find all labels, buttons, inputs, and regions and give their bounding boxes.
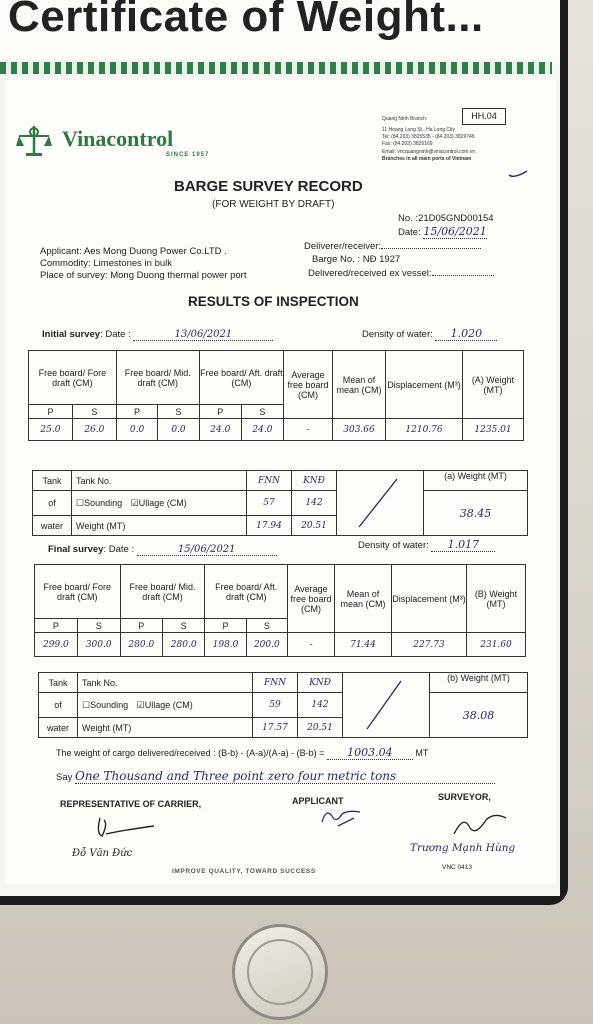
tank-name: FNN <box>247 471 292 491</box>
table-header: P <box>35 619 78 633</box>
certificate-sheet <box>6 80 556 884</box>
ullage-checkbox-icon: ☑ <box>130 497 139 508</box>
table-cell: 71.44 <box>335 633 392 657</box>
table-cell: 231.60 <box>467 633 526 657</box>
weight-value: 17.94 <box>247 516 292 536</box>
water-label: water <box>33 516 72 536</box>
measure-type: ☐Sounding ☑Ullage (CM) <box>78 693 253 718</box>
applicant-label: APPLICANT <box>292 796 344 806</box>
initial-survey-line: Initial survey: Date : 13/06/2021 <box>42 329 273 341</box>
table-cell: 280.0 <box>162 633 204 657</box>
final-survey-line: Final survey: Date : 15/06/2021 <box>48 544 277 556</box>
of-label: of <box>33 491 72 516</box>
place-value: Mong Duong thermal power port <box>110 270 247 281</box>
table-header: P <box>29 405 73 419</box>
tank-no-label: Tank No. <box>78 673 253 693</box>
table-cell: - <box>284 419 333 441</box>
form-code-box: HH.04 <box>462 108 506 125</box>
table-cell: 1210.76 <box>386 419 463 441</box>
table-row <box>29 419 524 441</box>
table-cell: 1235.01 <box>463 419 524 441</box>
final-tank-table <box>38 672 528 738</box>
ex-vessel-line: Delivered/received ex vessel: <box>308 268 494 279</box>
table-header: S <box>162 619 204 633</box>
ullage-value: 142 <box>298 693 343 718</box>
weight-total: 38.45 <box>424 491 528 536</box>
table-header: Mean of mean (CM) <box>335 565 392 633</box>
commodity-value: Limestones in bulk <box>93 258 173 269</box>
table-header: P <box>120 619 162 633</box>
surveyor-code: VNC 0413 <box>442 864 472 871</box>
say-line: Say One Thousand and Three point zero four metric tons <box>56 769 495 784</box>
branch-ports: Branches in all main ports of Vietnam <box>382 155 472 162</box>
table-cell: 0.0 <box>158 419 199 441</box>
record-number-value: 21D05GND00154 <box>418 213 494 224</box>
table-cell: 227.73 <box>392 633 467 657</box>
table-cell: 24.0 <box>241 419 283 441</box>
document-heading: Certificate of Weight... <box>8 0 484 41</box>
initial-density-line: Density of water: 1.020 <box>362 327 497 341</box>
table-header: S <box>246 619 287 633</box>
branch-tel: Tel: (84.203) 3825535 - (84.203) 3829749 <box>382 134 475 141</box>
tank-no-label: Tank No. <box>72 471 247 491</box>
branch-contact <box>382 127 557 163</box>
applicant-value: Aes Mong Duong Power Co.LTD . <box>83 246 227 257</box>
of-label: of <box>39 693 78 718</box>
record-title: BARGE SURVEY RECORD <box>174 178 363 195</box>
table-header: S <box>77 619 120 633</box>
strike-line-icon <box>343 673 429 735</box>
strike-line-icon <box>337 471 423 533</box>
tank-name: FNN <box>253 673 298 693</box>
final-date-value: 15/06/2021 <box>137 544 277 556</box>
say-value: One Thousand and Three point zero four metric tons <box>75 769 495 784</box>
weight-value: 20.51 <box>298 718 343 738</box>
barge-line: Barge No. : NĐ 1927 <box>312 254 401 265</box>
table-header: S <box>158 405 199 419</box>
barge-value: NĐ 1927 <box>362 254 401 265</box>
table-header: Average free board (CM) <box>284 351 333 419</box>
check-mark-icon <box>508 170 528 178</box>
measure-type: ☐Sounding ☑Ullage (CM) <box>72 491 247 516</box>
sounding-checkbox-icon: ☐ <box>82 699 91 710</box>
table-header: P <box>205 619 246 633</box>
tank-label: Tank <box>33 471 72 491</box>
weight-value: 17.57 <box>253 718 298 738</box>
weight-value: 20.51 <box>292 516 337 536</box>
table-header: Displacement (M³) <box>386 351 463 419</box>
initial-density-value: 1.020 <box>435 327 497 341</box>
weight-title: (a) Weight (MT) <box>424 471 528 491</box>
tank-name: KNĐ <box>292 471 337 491</box>
carrier-name: Đỗ Văn Đức <box>72 848 133 859</box>
table-cell: 280.0 <box>120 633 162 657</box>
weight-total: 38.08 <box>430 693 528 738</box>
table-header: Average free board (CM) <box>288 565 335 633</box>
branch-fax: Fax: (84.203) 3826169 <box>382 141 433 148</box>
branch-label: Quang Ninh Branch: <box>382 116 428 122</box>
weight-label: Weight (MT) <box>78 718 253 738</box>
ullage-checkbox-icon: ☑ <box>136 699 145 710</box>
home-button-ring <box>247 939 313 1005</box>
initial-draft-table <box>28 350 524 441</box>
table-cell: 26.0 <box>72 419 116 441</box>
ullage-value: 142 <box>292 491 337 516</box>
table-header: S <box>241 405 283 419</box>
ullage-value: 59 <box>253 693 298 718</box>
deliverer-line: Deliverer/receiver: <box>304 241 481 252</box>
results-title: RESULTS OF INSPECTION <box>188 294 359 309</box>
vinacontrol-logo <box>16 122 221 162</box>
delivered-line: The weight of cargo delivered/received : (B-b) - (A-a)/(A-a) - (B-b) = 1003.04 MT <box>56 746 429 759</box>
surveyor-label: SURVEYOR, <box>438 792 491 802</box>
decorative-band <box>0 62 552 74</box>
weight-label: Weight (MT) <box>72 516 247 536</box>
branch-email: Email: vncquangninh@vinacontrol.com.vn <box>382 148 476 155</box>
table-header: Free board/ Aft. draft (CM) <box>205 565 288 619</box>
table-header: (B) Weight (MT) <box>467 565 526 633</box>
record-subtitle: (FOR WEIGHT BY DRAFT) <box>212 199 335 210</box>
table-header: Free board/ Aft. draft (CM) <box>199 351 283 405</box>
surveyor-name: Trương Mạnh Hùng <box>410 842 516 854</box>
table-cell: 24.0 <box>199 419 241 441</box>
table-cell: 25.0 <box>29 419 73 441</box>
scale-icon <box>16 122 52 158</box>
water-label: water <box>39 718 78 738</box>
applicant-signature-icon <box>318 806 364 828</box>
table-header: Free board/ Fore draft (CM) <box>29 351 117 405</box>
place-line: Place of survey: Mong Duong thermal power port <box>40 270 247 281</box>
carrier-label: REPRESENTATIVE OF CARRIER, <box>60 799 202 809</box>
logo-wordmark: Vinacontrol <box>62 126 174 151</box>
initial-date-value: 13/06/2021 <box>133 329 273 341</box>
logo-since: SINCE 1957 <box>166 152 210 158</box>
delivered-value: 1003.04 <box>327 746 413 760</box>
applicant-line: Applicant: Aes Mong Duong Power Co.LTD . <box>40 246 227 257</box>
tank-label: Tank <box>39 673 78 693</box>
table-cell: 303.66 <box>333 419 386 441</box>
weight-title: (b) Weight (MT) <box>430 673 528 693</box>
table-cell: 198.0 <box>205 633 246 657</box>
table-header: P <box>116 405 157 419</box>
home-button[interactable] <box>232 924 328 1020</box>
final-draft-table <box>34 564 526 657</box>
branch-address: 11 Hoang Long St., Ha Long City <box>382 127 456 133</box>
table-header: P <box>199 405 241 419</box>
record-date: Date: 15/06/2021 <box>398 225 487 238</box>
table-header: S <box>72 405 116 419</box>
slogan-footer: IMPROVE QUALITY, TOWARD SUCCESS <box>172 868 316 875</box>
table-header: Mean of mean (CM) <box>333 351 386 419</box>
commodity-line: Commodity: Limestones in bulk <box>40 258 173 269</box>
table-cell: 0.0 <box>116 419 157 441</box>
table-header: Free board/ Mid. draft (CM) <box>116 351 199 405</box>
final-density-line: Density of water: 1.017 <box>358 538 495 552</box>
record-number: No. :21D05GND00154 <box>398 213 494 224</box>
table-row <box>35 633 526 657</box>
carrier-signature-icon <box>94 814 174 842</box>
table-cell: 299.0 <box>35 633 78 657</box>
surveyor-signature-icon <box>450 810 510 838</box>
sounding-checkbox-icon: ☐ <box>76 497 85 508</box>
final-density-value: 1.017 <box>431 538 495 552</box>
initial-tank-table <box>32 470 528 536</box>
table-cell: - <box>288 633 335 657</box>
tank-name: KNĐ <box>298 673 343 693</box>
record-date-value: 15/06/2021 <box>423 225 487 238</box>
table-header: Free board/ Fore draft (CM) <box>35 565 121 619</box>
table-header: Free board/ Mid. draft (CM) <box>120 565 205 619</box>
table-cell: 300.0 <box>77 633 120 657</box>
table-cell: 200.0 <box>246 633 287 657</box>
ullage-value: 57 <box>247 491 292 516</box>
table-header: Displacement (M³) <box>392 565 467 633</box>
heading-strip <box>0 0 560 64</box>
table-header: (A) Weight (MT) <box>463 351 524 419</box>
